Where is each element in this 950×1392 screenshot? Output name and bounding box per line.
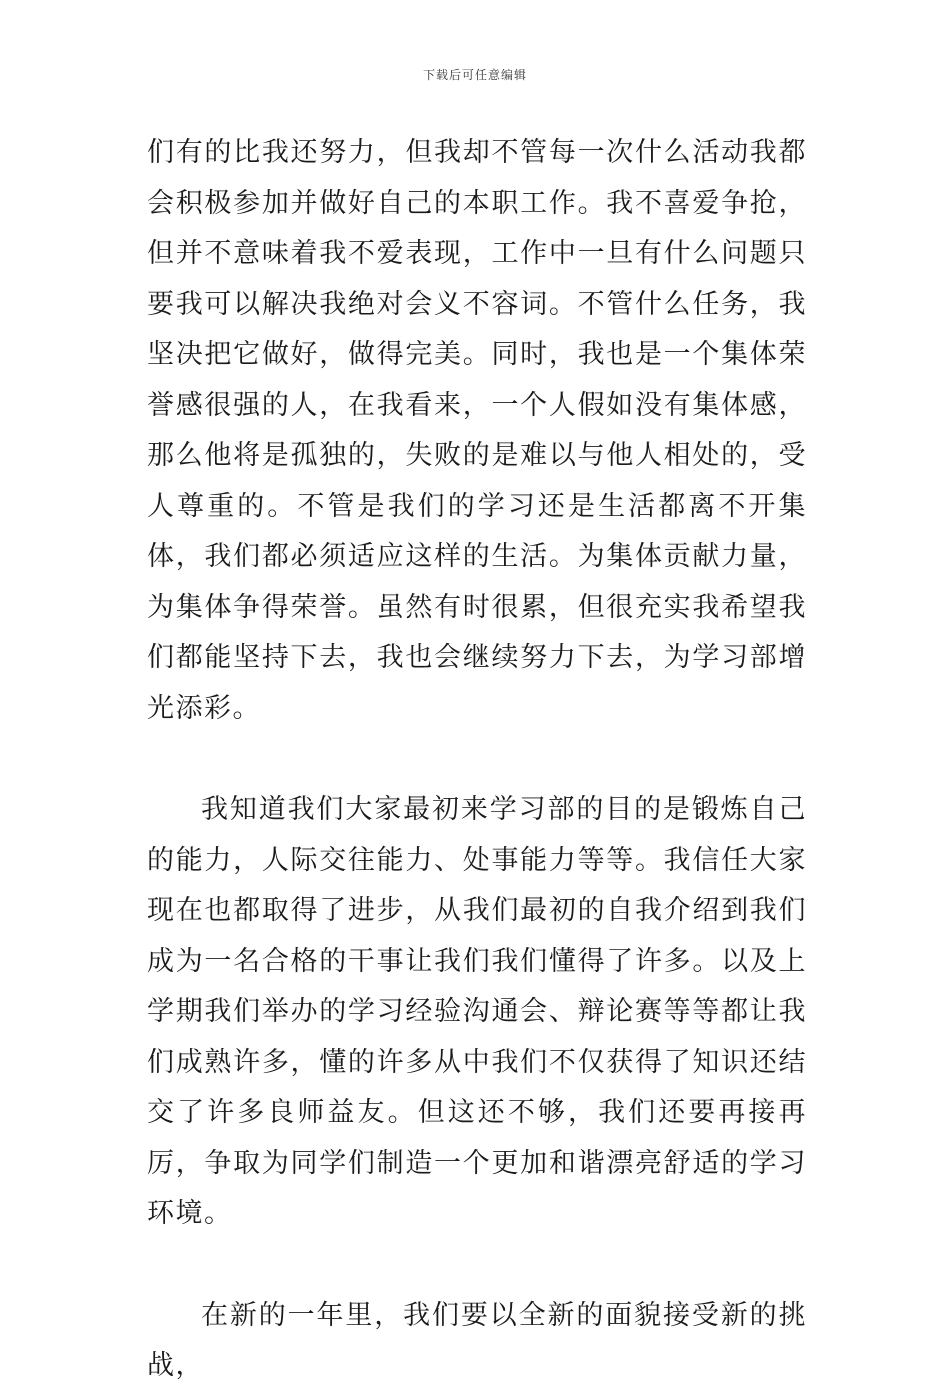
paragraph-learning-department: 我知道我们大家最初来学习部的目的是锻炼自己的能力，人际交往能力、处事能力等等。我信任大家现在也都取得了进步，从我们最初的自我介绍到我们成为一名合格的干事让我们我们懂得了许多。以及上学期我们举办的学习经验沟通会、辩论赛等等都让我们成熟许多，懂的许多从中我们不仅获得了知识还结交了许多良师益友。但这还不够，我们还要再接再厉，争取为同学们制造一个更加和谐漂亮舒适的学习环境。 (147, 794, 807, 1229)
paragraph-spacer (147, 734, 807, 785)
paragraph-new-year: 在新的一年里，我们要以全新的面貌接受新的挑战， (147, 1299, 807, 1381)
page-header-note: 下载后可任意编辑 (422, 68, 527, 82)
paragraph-spacer (147, 1240, 807, 1291)
paragraph-continued: 们有的比我还努力，但我却不管每一次什么活动我都会积极参加并做好自己的本职工作。我不喜爱争抢，但并不意味着我不爱表现，工作中一旦有什么问题只要我可以解决我绝对会义不容词。不管什么任务，我坚决把它做好，做得完美。同时，我也是一个集体荣誉感很强的人，在我看来，一个人假如没有集体感，那么他将是孤独的，失败的是难以与他人相处的，受人尊重的。不管是我们的学习还是生活都离不开集体，我们都必须适应这样的生活。为集体贡献力量，为集体争得荣誉。虽然有时很累，但很充实我希望我们都能坚持下去，我也会继续努力下去，为学习部增光添彩。 (147, 137, 807, 724)
document-body (147, 128, 807, 1392)
